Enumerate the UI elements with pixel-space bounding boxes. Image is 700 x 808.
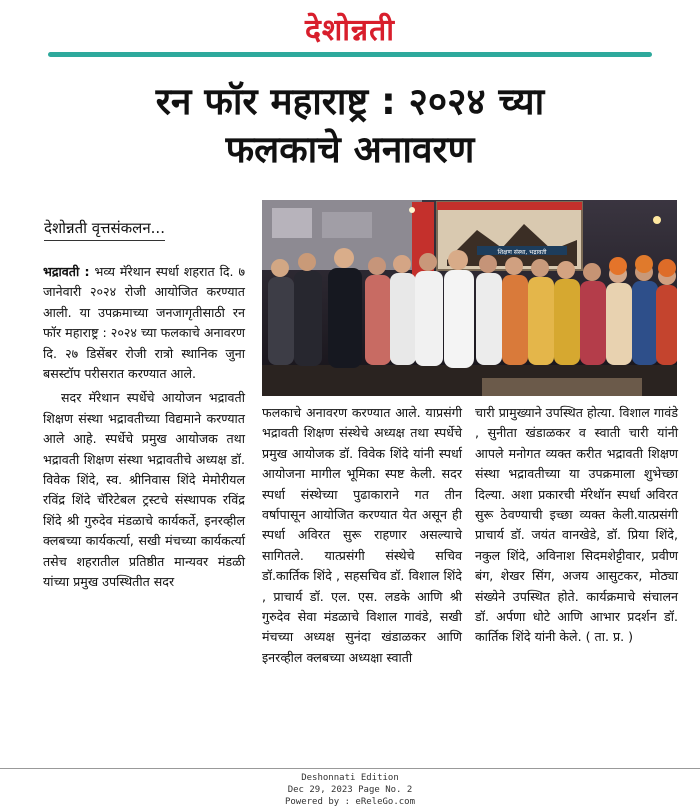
- article-column-3: [475, 403, 678, 652]
- masthead-divider: [48, 52, 652, 57]
- event-photo-illustration: [262, 200, 677, 396]
- article-paragraph-2: सदर मॅरेथान स्पर्धेचे आयोजन भद्रावती शिक्षण संस्था भद्रावतीच्या विद्यमाने करण्यात आले आहे. स्पर्धेचे प्रमुख आयोजक तथा भद्रावती शिक्षण संस्था भद्रावतीचे अध्यक्ष डॉ. विवेक शिंदे, स्व. श्रीनिवास शिंदे मेमोरीयल रविंद्र शिंदे चॅरिटेबल ट्रस्टचे संस्थापक रविंद्र शिंदे श्री गुरुदेव मंडळाचे कार्यकर्ते, इनरव्हील क्लबच्या कार्यकर्त्या, सखी मंचच्या कार्यकर्त्या तसेच शहरातील प्रतिष्ठीत मान्यवर मंडळी यांच्या प्रमुख उपस्थितीत सदर: [43, 390, 245, 590]
- article-column-2: [262, 403, 462, 672]
- dateline: भद्रावती :: [43, 264, 90, 279]
- headline-line-2: फलकाचे अनावरण: [225, 128, 475, 171]
- photo-banner-text: शिक्षण संस्था, भद्रावती: [497, 249, 547, 256]
- footer-date-page: Dec 29, 2023 Page No. 2: [287, 785, 413, 795]
- headline-line-1: रन फॉर महाराष्ट्र : २०२४ च्या: [155, 80, 545, 123]
- article-paragraph-3: फलकाचे अनावरण करण्यात आले. याप्रसंगी भद्रावती शिक्षण संस्थेचे अध्यक्ष तथा स्पर्धेचे प्रमुख आयोजक डॉ. विवेक शिंदे यांनी स्पर्धा आयोजना मागील भूमिका स्पष्ट केली. सदर स्पर्धा संस्थेच्या पुढाकाराने गत तीन वर्षापासून आयोजित करण्यात येत असून ही स्पर्धा अविरत सुरू राहणार असल्याचे सागितले. यात्प्रसंगी संस्थेचे सचिव डॉ.कार्तिक शिंदे , सहसचिव डॉ. विशाल शिंदे , प्राचार्य डॉ. एल. एस. लडके आणि श्री गुरुदेव सेवा मंडळाचे विशाल गावंडे, सखी मंचच्या अध्यक्ष सुनंदा खंडाळकर आणि इनरव्हील क्लबच्या अध्यक्षा स्वाती: [262, 405, 462, 665]
- page-footer: [0, 768, 700, 808]
- footer-edition: Deshonnati Edition: [301, 773, 399, 783]
- paragraph-1-text: भव्य मॅरेथान स्पर्धा शहरात दि. ७ जानेवारी २०२४ रोजी आयोजित करण्यात आली. या उपक्रमाच्या जनजागृतीसाठी रन फॉर महाराष्ट्र : २०२४ च्या फलकाचे अनावरण दि. २७ डिसेंबर रोजी रात्रो स्थानिक जुना बसस्टॉप परीसरात करण्यात आले.: [43, 264, 245, 382]
- byline: देशोन्नती वृत्तसंकलन...: [44, 218, 165, 241]
- footer-powered-by: Powered by : eReleGo.com: [284, 797, 416, 807]
- article-column-1: [43, 262, 245, 597]
- article-paragraph-4: चारी प्रामुख्याने उपस्थित होत्या. विशाल गावंडे , सुनीता खंडाळकर व स्वाती चारी यांनी आपले मनोगत व्यक्त करीत भद्रावती शिक्षण संस्था भद्रावतीच्या या उपक्रमाला शुभेच्छा दिल्या. अशा प्रकारची मॅरेथॉन स्पर्धा अविरत सुरू ठेवण्याची इच्छा व्यक्त केली.यात्प्रसंगी प्राचार्य डॉ. जयंत वानखेडे, डॉ. प्रिया शिंदे, नकुल शिंदे, अविनाश सिदमशेट्टीवार, प्रवीण बंग, शेखर सिंग, अजय आसुटकर, मोठ्या संख्येने उपस्थित होते. कार्यक्रमाचे संचालन डॉ. अर्पणा धोटे आणि आभार प्रदर्शन डॉ. कार्तिक शिंदे यांनी केले. ( ता. प्र. ): [475, 405, 678, 645]
- article-paragraph-1: [43, 262, 245, 384]
- article-headline: [20, 78, 680, 174]
- article-photo: [262, 200, 677, 396]
- masthead: [0, 0, 700, 70]
- newspaper-logo: देशोन्नती: [304, 13, 396, 48]
